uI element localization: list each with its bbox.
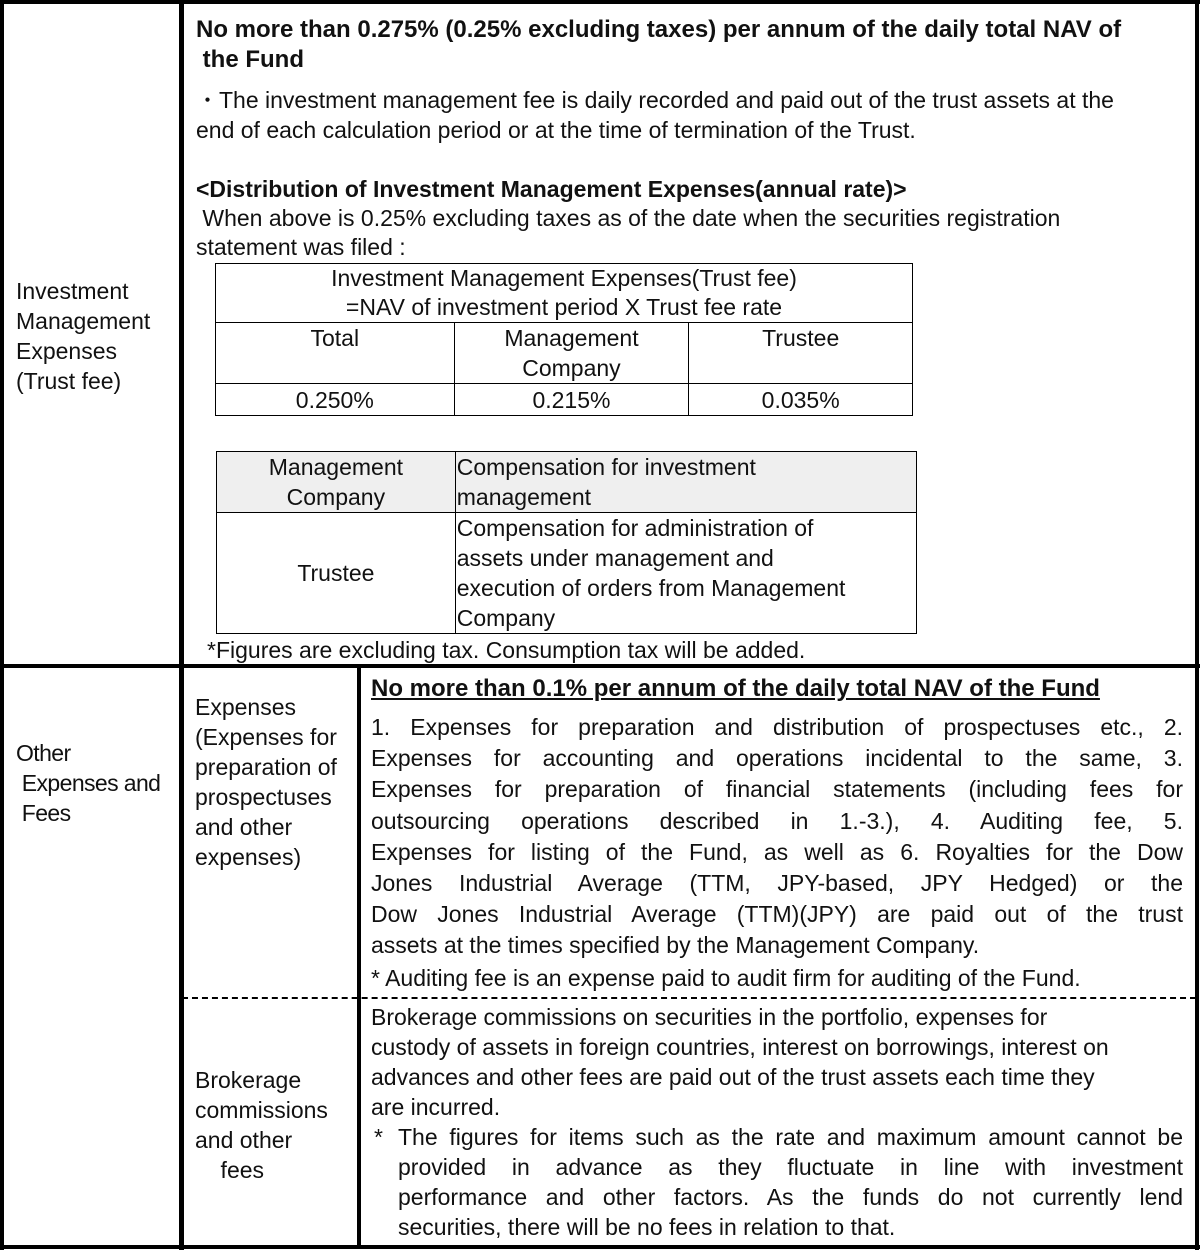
roles-table (216, 451, 917, 634)
value-management-company: 0.215% (454, 384, 689, 416)
role-party-trustee: Trustee (217, 513, 456, 634)
roles-row-management (217, 452, 917, 513)
distribution-note: When above is 0.25% excluding taxes as of the date when the securities registration statement was filed : (196, 205, 1061, 260)
trust-fee-label: Investment Management Expenses (Trust fee) (16, 278, 151, 394)
auditing-note: * Auditing fee is an expense paid to audit firm for auditing of the Fund. (371, 965, 1081, 991)
other-fees-label: Other Expenses and Fees (16, 740, 161, 826)
distribution-title: <Distribution of Investment Management Expenses(annual rate)> (196, 176, 907, 202)
brokerage-body: Brokerage commissions on securities in the portfolio, expenses for custody of assets in foreign countries, interest on borrowings, interest on advances and other fees are paid out of the trust assets each time they are incurred. (371, 1004, 1109, 1120)
expenses-label: Expenses (Expenses for preparation of prospectuses and other expenses) (195, 694, 337, 870)
role-party-management-company: Management Company (217, 452, 456, 513)
tax-note: *Figures are excluding tax. Consumption tax will be added. (207, 637, 806, 663)
value-total: 0.250% (216, 384, 455, 416)
role-desc-management-company: Compensation for investment management (455, 452, 916, 513)
trust-fee-heading: No more than 0.275% (0.25% excluding taxes) per annum of the daily total NAV of the Fund (196, 16, 1122, 73)
header-total: Total (216, 323, 455, 384)
trust-fee-table (215, 263, 913, 416)
value-trustee: 0.035% (689, 384, 913, 416)
trust-fee-table-header-row (216, 323, 913, 384)
brokerage-label: Brokerage commissions and other fees (195, 1067, 328, 1183)
brokerage-note-marker: * (374, 1124, 383, 1150)
expenses-body: 1. Expenses for preparation and distribution of prospectuses etc., 2. Expenses for accounting and operations incidental to the same, 3. Expenses for preparation of financial statements (including fees for outsourcing operations described in 1.-3.), 4. Auditing fee, 5. Expenses for listing of the Fund, as well as 6. Royalties for the Dow Jones Industrial Average (TTM, JPY-based, JPY Hedged) or the Dow Jones Industrial Average (TTM)(JPY) are paid out of the trust assets at the times specified by the Management Company. (371, 714, 1183, 959)
role-desc-trustee: Compensation for administration of assets under management and execution of orders from Management Company (455, 513, 916, 634)
trust-fee-table-title-row (216, 264, 913, 323)
trust-fee-recording-text: ・The investment management fee is daily recorded and paid out of the trust assets at the end of each calculation period or at the time of termination of the Trust. (196, 87, 1114, 143)
roles-row-trustee (217, 513, 917, 634)
expenses-heading: No more than 0.1% per annum of the daily total NAV of the Fund (371, 675, 1100, 702)
brokerage-note: The figures for items such as the rate and maximum amount cannot be provided in advance as they fluctuate in line with investment performance and other factors. As the funds do not currently lend securities, there will be no fees in relation to that. (398, 1124, 1183, 1240)
trust-fee-table-value-row (216, 384, 913, 416)
trust-fee-table-title: Investment Management Expenses(Trust fee) =NAV of investment period X Trust fee rate (216, 264, 913, 323)
header-management-company: Management Company (454, 323, 689, 384)
header-trustee: Trustee (689, 323, 913, 384)
